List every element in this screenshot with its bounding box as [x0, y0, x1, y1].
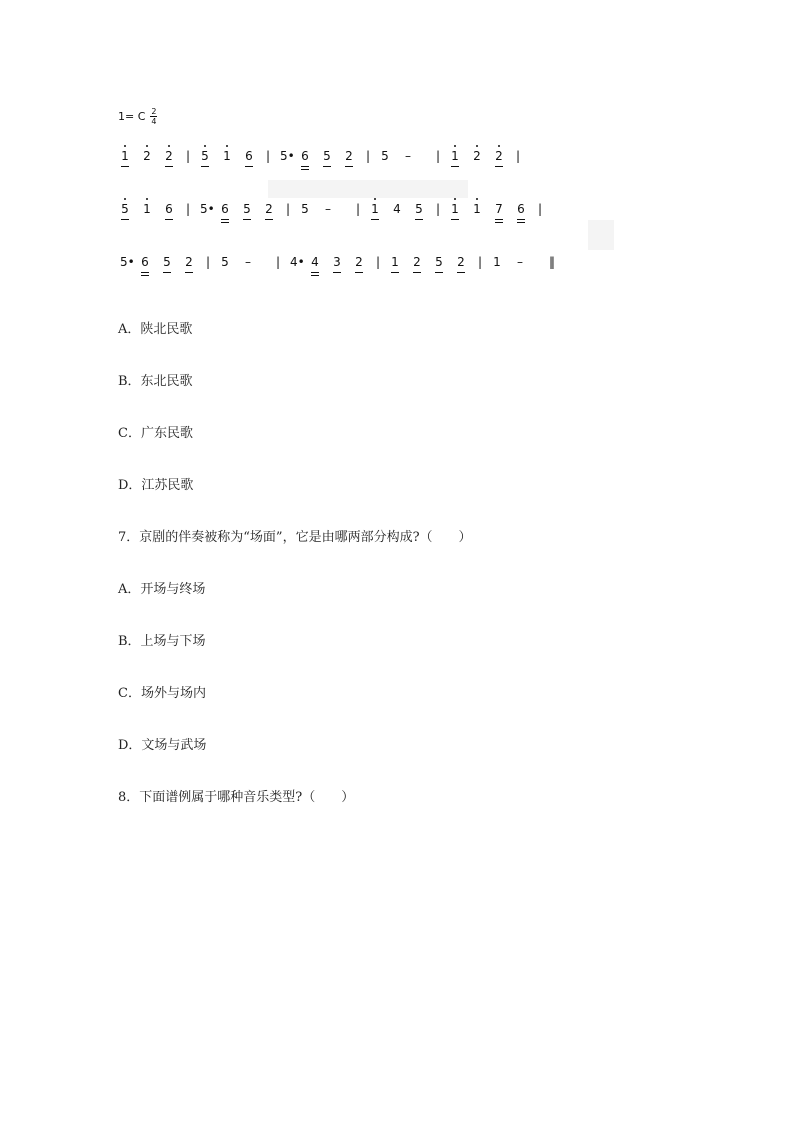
barline: | [516, 149, 521, 163]
note: 1 [450, 201, 460, 217]
q6-option-a: A．陕北民歌 [118, 322, 193, 337]
note: 2 [184, 254, 194, 270]
barline: ‖ [549, 255, 555, 269]
dash-symbol: – [245, 255, 251, 269]
barline: | [186, 202, 191, 216]
note: 2 [142, 148, 152, 164]
note: 1 [450, 148, 460, 164]
score-row-1 [118, 148, 588, 170]
note: 5 [414, 201, 424, 217]
barline: | [186, 149, 191, 163]
q7-option-b: B．上场与下场 [118, 634, 206, 649]
time-signature-top: 2 [151, 107, 157, 116]
note: 5 [322, 148, 332, 164]
q7-option-a: A．开场与终场 [118, 582, 206, 597]
barline: | [206, 255, 211, 269]
barline: | [266, 149, 271, 163]
note: 5 [381, 149, 389, 163]
note: 6 [220, 201, 230, 217]
score-row-3 [118, 254, 588, 276]
note: 4• [290, 255, 305, 269]
note: 2 [494, 148, 504, 164]
q6-option-b: B．东北民歌 [118, 374, 193, 389]
dash-symbol: – [325, 202, 331, 216]
music-score [118, 108, 598, 278]
key-label: 1= C [118, 110, 146, 123]
note: 3 [332, 254, 342, 270]
note: 1 [472, 201, 482, 217]
note: 2 [264, 201, 274, 217]
note: 1 [120, 148, 130, 164]
barline: | [376, 255, 381, 269]
barline: | [356, 202, 361, 216]
note: 6 [300, 148, 310, 164]
key-signature [118, 108, 157, 125]
note: 5• [280, 149, 295, 163]
note: 5 [301, 202, 309, 216]
time-signature [150, 108, 157, 125]
note: 2 [344, 148, 354, 164]
q6-option-c: C．广东民歌 [118, 426, 193, 441]
note: 6 [140, 254, 150, 270]
note: 6 [516, 201, 526, 217]
note: 7 [494, 201, 504, 217]
barline: | [436, 149, 441, 163]
note: 5 [242, 201, 252, 217]
q7-option-d: D．文场与武场 [118, 738, 207, 753]
note: 1 [370, 201, 380, 217]
note: 5 [120, 201, 130, 217]
q7-option-c: C．场外与场内 [118, 686, 206, 701]
barline: | [366, 149, 371, 163]
time-signature-bottom: 4 [151, 117, 157, 126]
note: 1 [390, 254, 400, 270]
note: 6 [244, 148, 254, 164]
q6-option-d: D．江苏民歌 [118, 478, 194, 493]
note: 5 [221, 255, 229, 269]
note: 2 [456, 254, 466, 270]
scan-shadow [268, 180, 468, 198]
note: 4 [310, 254, 320, 270]
dash-symbol: – [405, 149, 411, 163]
score-row-2 [118, 201, 588, 223]
barline: | [286, 202, 291, 216]
note: 5• [200, 202, 215, 216]
note: 5 [434, 254, 444, 270]
dash-symbol: – [517, 255, 523, 269]
scan-shadow [588, 220, 614, 250]
barline: | [436, 202, 441, 216]
question-8: 8．下面谱例属于哪种音乐类型?（ ） [118, 790, 355, 805]
note: 2 [412, 254, 422, 270]
note: 5 [200, 148, 210, 164]
note: 2 [472, 148, 482, 164]
note: 5• [120, 255, 135, 269]
note: 2 [164, 148, 174, 164]
note: 1 [142, 201, 152, 217]
note: 2 [354, 254, 364, 270]
question-7: 7．京剧的伴奏被称为“场面”，它是由哪两部分构成?（ ） [118, 530, 472, 545]
note: 1 [493, 255, 501, 269]
note: 6 [164, 201, 174, 217]
barline: | [478, 255, 483, 269]
barline: | [538, 202, 543, 216]
note: 4 [393, 202, 401, 216]
note: 1 [222, 148, 232, 164]
note: 5 [162, 254, 172, 270]
barline: | [276, 255, 281, 269]
